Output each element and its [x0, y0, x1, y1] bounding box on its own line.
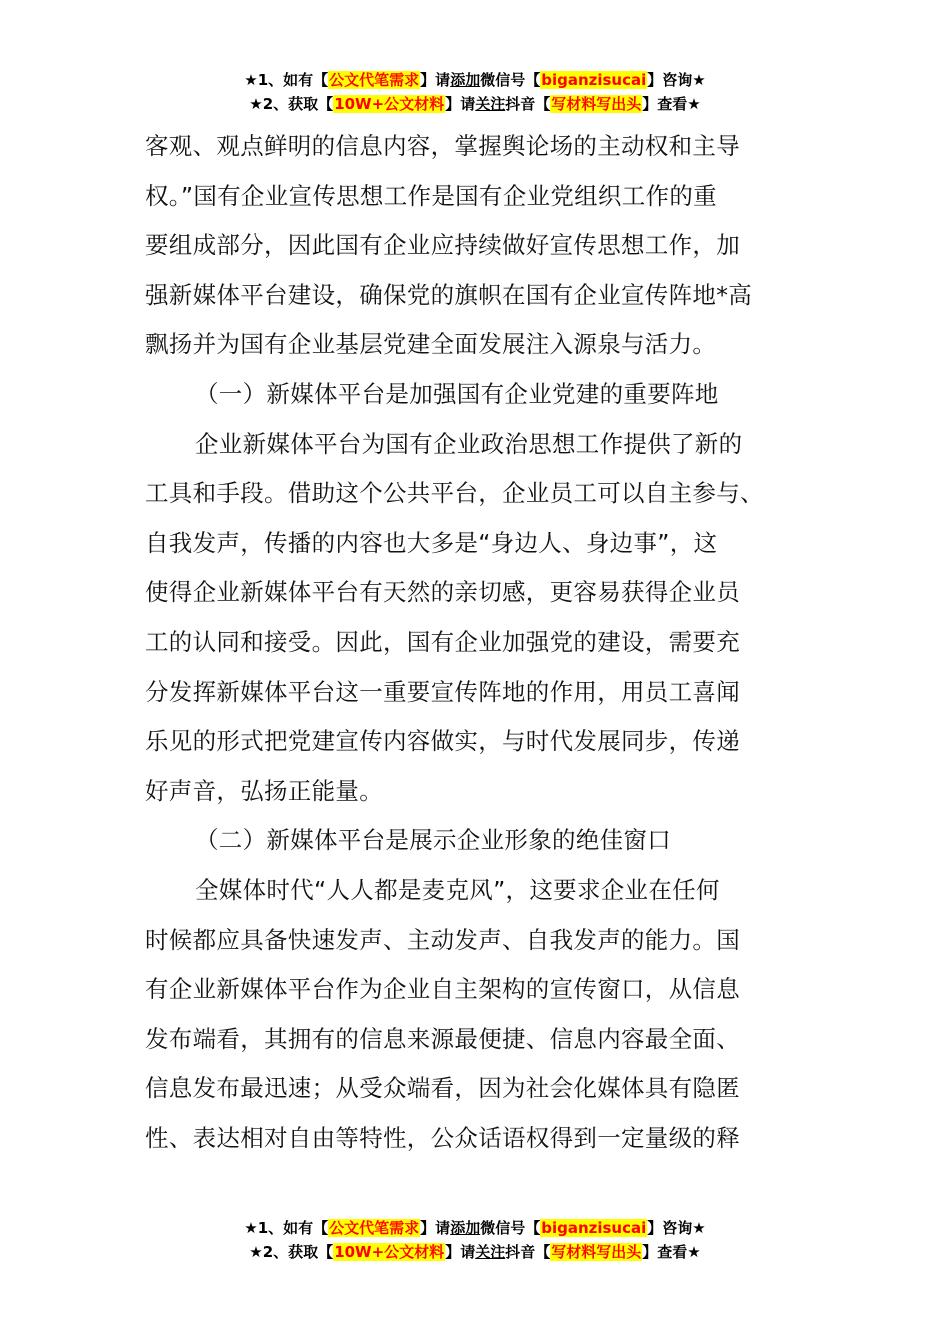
body-line: 工具和手段。借助这个公共平台，企业员工可以自主参与、 — [145, 479, 764, 508]
body-line: 信息发布最迅速；从受众端看，因为社会化媒体具有隐匿 — [145, 1074, 740, 1103]
document-body — [145, 122, 810, 1163]
wechat-id: biganzisucai — [541, 71, 647, 89]
banner-line-2: ★2、获取【10W+公文材料】请关注抖音【写材料写出头】查看★ — [249, 95, 701, 113]
paragraph-start: 全媒体时代“人人都是麦克风”，这要求企业在任何 — [195, 875, 720, 904]
highlight-service: 公文代笔需求 — [329, 1219, 420, 1237]
body-line: 乐见的形式把党建宣传内容做实，与时代发展同步，传递 — [145, 727, 740, 756]
body-line: 权。”国有企业宣传思想工作是国有企业党组织工作的重 — [145, 181, 717, 210]
douyin-account: 写材料写出头 — [551, 95, 642, 113]
body-line: 有企业新媒体平台作为企业自主架构的宣传窗口，从信息 — [145, 975, 740, 1004]
section-heading-2: （二）新媒体平台是展示企业形象的绝佳窗口 — [195, 826, 671, 855]
body-line: 发布端看，其拥有的信息来源最便捷、信息内容最全面、 — [145, 1024, 740, 1053]
body-line: 好声音，弘扬正能量。 — [145, 776, 383, 805]
highlight-service: 公文代笔需求 — [329, 71, 420, 89]
body-line: 飘扬并为国有企业基层党建全面发展注入源泉与活力。 — [145, 330, 717, 359]
banner-line-1: ★1、如有【公文代笔需求】请添加微信号【biganzisucai】咨询★ — [244, 1219, 706, 1237]
douyin-account: 写材料写出头 — [551, 1243, 642, 1261]
header-banner — [0, 68, 950, 116]
footer-banner — [0, 1216, 950, 1264]
paragraph-start: 企业新媒体平台为国有企业政治思想工作提供了新的 — [195, 429, 743, 458]
banner-line-2: ★2、获取【10W+公文材料】请关注抖音【写材料写出头】查看★ — [249, 1243, 701, 1261]
body-line: 要组成部分，因此国有企业应持续做好宣传思想工作，加 — [145, 231, 740, 260]
body-line: 强新媒体平台建设，确保党的旗帜在国有企业宣传阵地*高 — [145, 280, 753, 309]
body-line: 时候都应具备快速发声、主动发声、自我发声的能力。国 — [145, 925, 740, 954]
body-line: 使得企业新媒体平台有天然的亲切感，更容易获得企业员 — [145, 578, 740, 607]
body-line: 分发挥新媒体平台这一重要宣传阵地的作用，用员工喜闻 — [145, 677, 740, 706]
section-heading-1: （一）新媒体平台是加强国有企业党建的重要阵地 — [195, 379, 719, 408]
wechat-id: biganzisucai — [541, 1219, 647, 1237]
body-line: 客观、观点鲜明的信息内容，掌握舆论场的主动权和主导 — [145, 132, 740, 160]
highlight-materials: 10W+公文材料 — [334, 95, 445, 113]
banner-line-1: ★1、如有【公文代笔需求】请添加微信号【biganzisucai】咨询★ — [244, 71, 706, 89]
body-line: 性、表达相对自由等特性，公众话语权得到一定量级的释 — [145, 1123, 740, 1152]
body-line: 工的认同和接受。因此，国有企业加强党的建设，需要充 — [145, 627, 740, 656]
body-line: 自我发声，传播的内容也大多是“身边人、身边事”，这 — [145, 528, 718, 557]
highlight-materials: 10W+公文材料 — [334, 1243, 445, 1261]
